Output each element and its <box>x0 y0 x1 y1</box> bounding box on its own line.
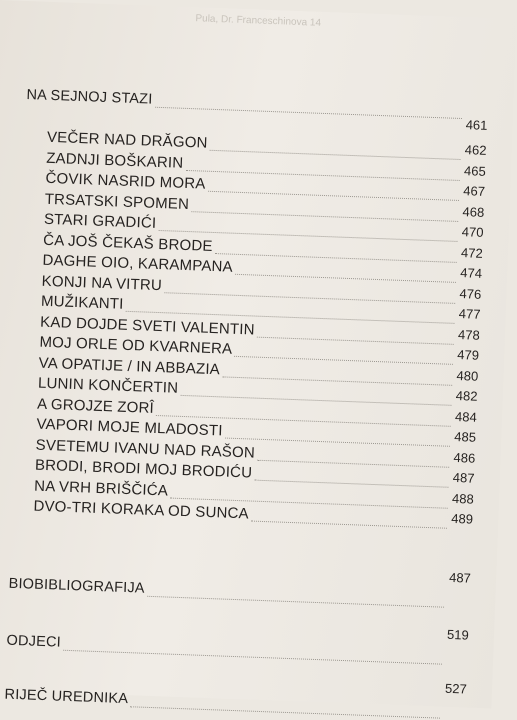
leader-line <box>191 211 458 222</box>
entry-title: DVO-TRI KORAKA OD SUNCA <box>33 497 250 523</box>
header-ghost-text: Pula, Dr. Franceschinova 14 <box>195 13 322 29</box>
section-page-number: 527 <box>444 680 468 697</box>
entry-title: LUNIN KONČERTIN <box>37 374 179 397</box>
entry-page-number: 486 <box>453 449 476 466</box>
entry-title: BRODI, BRODI MOJ BRODIĆU <box>34 456 253 482</box>
leader-line <box>63 650 442 665</box>
entry-page-number: 485 <box>454 428 477 445</box>
leader-line <box>164 292 455 304</box>
entry-title: SVETEMU IVANU NAD RAŠON <box>35 436 256 462</box>
leader-line <box>257 459 449 467</box>
section-title: BIOBIBLIOGRAFIJA <box>8 575 145 597</box>
entry-page-number: 462 <box>464 142 487 158</box>
section-title: ODJECI <box>6 632 62 651</box>
entry-title: STARI GRADIĆI <box>43 210 157 232</box>
section-page-number: 487 <box>448 569 472 586</box>
leader-line <box>180 395 451 406</box>
entry-page-number: 482 <box>455 387 478 404</box>
entry-title: VAPORI MOJE MLADOSTI <box>36 415 223 440</box>
leader-line <box>215 253 457 263</box>
entry-page-number: 476 <box>459 285 482 302</box>
entry-title: VA OPATIJE / IN ABBAZIA <box>38 354 221 378</box>
leader-line <box>155 107 462 119</box>
entry-page-number: 467 <box>463 183 486 199</box>
entry-title: KONJI NA VITRU <box>41 272 163 294</box>
entry-page-number: 484 <box>454 408 478 425</box>
leader-line <box>186 169 460 180</box>
section-page-number: 519 <box>446 626 470 643</box>
entry-page-number: 487 <box>452 469 475 486</box>
entry-title: ČA JOŠ ČEKAŠ BRODE <box>42 231 213 255</box>
leader-line <box>222 376 452 385</box>
entry-page-number: 474 <box>460 265 483 281</box>
section-page-number: 461 <box>465 117 488 133</box>
entry-page-number: 465 <box>463 162 487 179</box>
leader-line <box>225 438 450 447</box>
entry-title: VEČER NAD DRĂGON <box>46 128 208 152</box>
entry-title: MOJ ORLE OD KVARNERA <box>39 333 233 358</box>
leader-line <box>130 706 440 718</box>
leader-line <box>210 150 461 160</box>
entry-title: ČOVIK NASRID MORA <box>45 169 206 193</box>
entry-title: KAD DOJDE SVETI VALENTIN <box>39 313 255 339</box>
entry-page-number: 480 <box>456 367 479 384</box>
leader-line <box>208 191 459 201</box>
entry-page-number: 470 <box>461 224 484 240</box>
entry-title: A GROJZE ZORÎ <box>36 395 155 417</box>
leader-line <box>235 274 456 283</box>
entry-page-number: 472 <box>460 244 484 261</box>
entry-page-number: 488 <box>451 490 475 507</box>
leader-line <box>234 356 452 365</box>
entry-title: TRSATSKI SPOMEN <box>44 190 190 213</box>
leader-line <box>254 480 448 488</box>
entry-page-number: 468 <box>462 203 485 220</box>
section-title: NA SEJNOJ STAZI <box>26 87 153 108</box>
entry-page-number: 478 <box>457 326 481 343</box>
entry-title: DAGHE OIO, KARAMPANA <box>42 251 234 276</box>
entry-page-number: 477 <box>458 306 481 322</box>
leader-line <box>251 521 447 529</box>
section-title: RIJEČ UREDNIKA <box>4 686 129 708</box>
entry-title: ZADNJI BOŠKARIN <box>45 149 184 172</box>
entry-page-number: 479 <box>457 347 480 363</box>
entry-title: MUŽIKANTI <box>40 292 124 313</box>
entry-page-number: 489 <box>451 510 474 527</box>
leader-line <box>257 336 454 344</box>
entry-title: NA VRH BRIŠČIĆA <box>33 477 169 499</box>
leader-line <box>147 596 444 608</box>
